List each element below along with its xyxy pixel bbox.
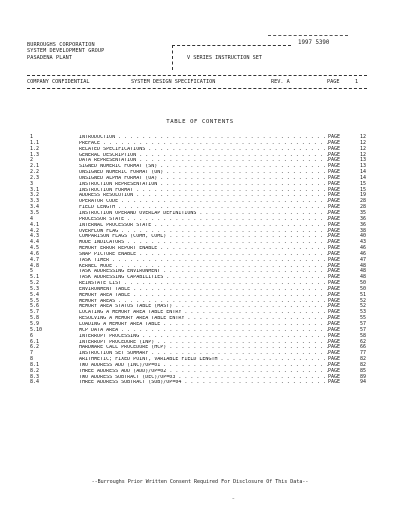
spec-label: SYSTEM DESIGN SPECIFICATION bbox=[131, 79, 216, 85]
toc-section-number: 8.4 bbox=[30, 379, 40, 386]
document-title: V SERIES INSTRUCTION SET bbox=[187, 55, 262, 61]
toc-section-title: SNAP PICTURE ENABLE . . . bbox=[79, 252, 329, 258]
org-line-company: BURROUGHS CORPORATION bbox=[27, 42, 95, 48]
toc-page-number: 55 bbox=[359, 315, 366, 322]
toc-page-word: PAGE bbox=[328, 379, 341, 386]
toc-page-word: PAGE bbox=[328, 274, 341, 281]
toc-section-title: PREFACE . . . bbox=[79, 141, 329, 147]
toc-page-number: 53 bbox=[359, 309, 366, 316]
toc-section-title: RESOLVING A MEMORY AREA TABLE ENTRY . . . bbox=[79, 316, 329, 322]
toc-page-word: PAGE bbox=[328, 361, 341, 368]
toc-section-number: 6.1 bbox=[30, 338, 40, 345]
toc-section-title: INTRODUCTION . . . bbox=[79, 135, 329, 141]
toc-section-title: ADDRESS RESOLUTION . . . bbox=[79, 193, 329, 199]
toc-page-number: 77 bbox=[359, 350, 366, 357]
toc-section-number: 2 bbox=[30, 157, 34, 164]
toc-page-number: 40 bbox=[359, 233, 366, 240]
toc-section-number: 4.1 bbox=[30, 221, 40, 228]
toc-page-word: PAGE bbox=[328, 209, 341, 216]
toc-page-number: 46 bbox=[359, 250, 366, 257]
toc-section-number: 3.1 bbox=[30, 186, 40, 193]
toc-section-number: 5.2 bbox=[30, 280, 40, 287]
toc-page-word: PAGE bbox=[328, 198, 341, 205]
toc-section-title: TWO ADDRESS ADD (INC)/OP=01 . . . bbox=[79, 363, 329, 369]
toc-section-title: UNSIGNED NUMERIC FORMAT (UN) . . . bbox=[79, 170, 329, 176]
toc-section-number: 5.6 bbox=[30, 303, 40, 310]
toc-section-number: 2.2 bbox=[30, 169, 40, 176]
toc-section-number: 5.7 bbox=[30, 309, 40, 316]
toc-section-number: 5.10 bbox=[30, 326, 43, 333]
org-line-group: SYSTEM DEVELOPMENT GROUP bbox=[27, 48, 105, 55]
toc-page-number: 66 bbox=[359, 344, 366, 351]
toc-section-title: FIELD LENGTH . . . bbox=[79, 205, 329, 211]
toc-section-title: TASK ADDRESSING CAPABILITIES . . . bbox=[79, 275, 329, 281]
toc-section-title: COMPARISON FLAGS (COMH, COML) . . . bbox=[79, 234, 329, 240]
toc-page-word: PAGE bbox=[328, 356, 341, 363]
organization-block bbox=[27, 42, 104, 61]
toc-section-number: 8.1 bbox=[30, 361, 40, 368]
toc-page-number: 12 bbox=[359, 145, 366, 152]
toc-page-word: PAGE bbox=[328, 268, 341, 275]
toc-page-number: 89 bbox=[359, 373, 366, 380]
disclosure-footer: --Burroughs Prior Written Consent Required For Disclosure Of This Data-- bbox=[91, 479, 309, 485]
toc-page-word: PAGE bbox=[328, 163, 341, 170]
toc-section-title: OPERATOR CODE . . . bbox=[79, 199, 329, 205]
toc-page-number: 14 bbox=[359, 174, 366, 181]
toc-section-title: MCP DATA AREA . . . bbox=[79, 328, 329, 334]
toc-page-word: PAGE bbox=[328, 285, 341, 292]
toc-page-word: PAGE bbox=[328, 139, 341, 146]
toc-section-title: LOCATING A MEMORY AREA TABLE ENTRY . . . bbox=[79, 310, 329, 316]
page-label: PAGE bbox=[327, 79, 340, 85]
toc-page-number: 12 bbox=[359, 134, 366, 140]
toc-page-number: 38 bbox=[359, 227, 366, 234]
toc-page-number: 43 bbox=[359, 239, 366, 246]
toc-section-title: INSTRUCTION FORMAT . . . bbox=[79, 188, 329, 194]
toc-section-number: 4 bbox=[30, 215, 34, 222]
toc-page-word: PAGE bbox=[328, 297, 341, 304]
toc-page-word: PAGE bbox=[328, 309, 341, 316]
toc-page-word: PAGE bbox=[328, 180, 341, 187]
toc-page-word: PAGE bbox=[328, 151, 341, 158]
toc-section-number: 4.4 bbox=[30, 239, 40, 246]
toc-section-number: 3.3 bbox=[30, 198, 40, 205]
toc-entry bbox=[30, 380, 370, 386]
toc-page-word: PAGE bbox=[328, 239, 341, 246]
toc-page-number: 47 bbox=[359, 256, 366, 263]
toc-section-title: KERNEL MODE . . . bbox=[79, 264, 329, 270]
toc-page-word: PAGE bbox=[328, 157, 341, 164]
toc-page-number: 85 bbox=[359, 367, 366, 374]
toc-section-number: 3.2 bbox=[30, 192, 40, 199]
toc-page-word: PAGE bbox=[328, 321, 341, 327]
toc-section-title: ARITHMETIC; FIXED POINT, VARIABLE FIELD LENGTH . . . bbox=[79, 357, 329, 363]
toc-section-title: ENVIRONMENT TABLE . . . bbox=[79, 287, 329, 293]
toc-page-number: 35 bbox=[359, 209, 366, 216]
toc-page-number: 13 bbox=[359, 157, 366, 164]
table-of-contents bbox=[30, 135, 370, 386]
document-title-box bbox=[172, 45, 291, 70]
toc-section-number: 8.3 bbox=[30, 373, 40, 380]
toc-section-title: GENERAL DESCRIPTION . . . bbox=[79, 153, 329, 159]
toc-section-number: 5.3 bbox=[30, 285, 40, 292]
toc-section-title: TASK TIMER . . . bbox=[79, 258, 329, 264]
toc-section-title: THREE ADDRESS SUBTRACT (SUB)/OP=04 . . . bbox=[79, 380, 329, 386]
toc-page-number: 12 bbox=[359, 139, 366, 146]
toc-page-word: PAGE bbox=[328, 215, 341, 222]
toc-page-number: 19 bbox=[359, 192, 366, 199]
toc-page-number: 52 bbox=[359, 303, 366, 310]
toc-page-word: PAGE bbox=[328, 303, 341, 310]
toc-section-number: 4.3 bbox=[30, 233, 40, 240]
toc-section-title: MEMORY AREA TABLE . . . bbox=[79, 293, 329, 299]
toc-section-title: INTERNAL PROCESSOR STATE . . . bbox=[79, 223, 329, 229]
toc-section-number: 1.2 bbox=[30, 145, 40, 152]
toc-page-number: 94 bbox=[359, 379, 366, 386]
toc-section-title: UNSIGNED ALPHA FORMAT (UA) . . . bbox=[79, 176, 329, 182]
toc-page-number: 82 bbox=[359, 361, 366, 368]
toc-page-number: 82 bbox=[359, 356, 366, 363]
toc-page-number: 50 bbox=[359, 285, 366, 292]
toc-section-title: REINSTATE LIST . . . bbox=[79, 281, 329, 287]
toc-heading: TABLE OF CONTENTS bbox=[166, 119, 234, 125]
toc-page-word: PAGE bbox=[328, 367, 341, 374]
toc-page-number: 28 bbox=[359, 198, 366, 205]
toc-page-word: PAGE bbox=[328, 280, 341, 287]
toc-page-number: 15 bbox=[359, 180, 366, 187]
toc-section-title: DATA REPRESENTATION . . . bbox=[79, 158, 329, 164]
toc-section-title: MEMORY ERROR REPORT ENABLE . . . bbox=[79, 246, 329, 252]
toc-section-title: RELATED SPECIFICATIONS . . . bbox=[79, 147, 329, 153]
toc-section-title: SIGNED NUMERIC FORMAT (SN) . . . bbox=[79, 164, 329, 170]
toc-page-number: 57 bbox=[359, 321, 366, 327]
toc-section-number: 6 bbox=[30, 332, 34, 339]
header-rule-lower bbox=[27, 88, 367, 89]
toc-page-word: PAGE bbox=[328, 350, 341, 357]
toc-section-number: 5.8 bbox=[30, 315, 40, 322]
toc-section-title: INTERRUPT PROCESSING . . . bbox=[79, 334, 329, 340]
toc-section-number: 7 bbox=[30, 350, 34, 357]
toc-page-word: PAGE bbox=[328, 221, 341, 228]
toc-page-word: PAGE bbox=[328, 373, 341, 380]
toc-section-title: OVERFLOW FLAG . . . bbox=[79, 229, 329, 235]
toc-page-number: 36 bbox=[359, 221, 366, 228]
toc-page-word: PAGE bbox=[328, 204, 341, 211]
toc-page-word: PAGE bbox=[328, 145, 341, 152]
toc-section-title: INSTRUCTION OPERAND OVERLAP DEFINITIONS . . . bbox=[79, 211, 329, 217]
toc-section-number: 1.1 bbox=[30, 139, 40, 146]
document-number: 1997 5390 bbox=[298, 40, 330, 46]
confidential-label: COMPANY CONFIDENTIAL bbox=[27, 79, 90, 85]
toc-page-word: PAGE bbox=[328, 134, 341, 140]
toc-page-number: 14 bbox=[359, 169, 366, 176]
toc-section-number: 1 bbox=[30, 134, 34, 140]
header-top-rule bbox=[268, 35, 348, 36]
toc-page-word: PAGE bbox=[328, 344, 341, 351]
toc-section-number: 1.3 bbox=[30, 151, 40, 158]
toc-page-word: PAGE bbox=[328, 169, 341, 176]
toc-section-number: 8 bbox=[30, 356, 34, 363]
toc-section-title: THREE ADDRESS ADD (ADD)/OP=02 . . . bbox=[79, 369, 329, 375]
toc-section-title: MODE INDICATORS . . . bbox=[79, 240, 329, 246]
toc-page-number: 62 bbox=[359, 338, 366, 345]
toc-section-number: 2.1 bbox=[30, 163, 40, 170]
toc-page-word: PAGE bbox=[328, 338, 341, 345]
toc-section-title: TWO ADDRESS SUBTRACT (DEC)/OP=03 . . . bbox=[79, 375, 329, 381]
toc-section-title: MEMORY AREAS . . . bbox=[79, 299, 329, 305]
org-line-plant: PASADENA PLANT bbox=[27, 54, 73, 61]
toc-page-number: 28 bbox=[359, 204, 366, 211]
scan-speck: ~ bbox=[232, 496, 235, 501]
toc-section-title: PROCESSOR STATE . . . bbox=[79, 217, 329, 223]
toc-page-number: 12 bbox=[359, 151, 366, 158]
toc-section-number: 3.4 bbox=[30, 204, 40, 211]
toc-page-number: 48 bbox=[359, 268, 366, 275]
toc-page-number: 51 bbox=[359, 291, 366, 298]
toc-section-number: 4.5 bbox=[30, 245, 40, 252]
toc-page-word: PAGE bbox=[328, 291, 341, 298]
toc-page-number: 57 bbox=[359, 326, 366, 333]
toc-page-word: PAGE bbox=[328, 245, 341, 252]
toc-section-number: 4.6 bbox=[30, 250, 40, 257]
toc-page-word: PAGE bbox=[328, 332, 341, 339]
toc-section-title: INSTRUCTION REPRESENTATION . . . bbox=[79, 182, 329, 188]
toc-page-number: 50 bbox=[359, 280, 366, 287]
toc-page-number: 48 bbox=[359, 274, 366, 281]
toc-section-title: HARDWARE CALL PROCEDURE (HCP) . . . bbox=[79, 345, 329, 351]
toc-section-number: 5.5 bbox=[30, 297, 40, 304]
toc-section-title: INTERRUPT PROCEDURE (INP) . . . bbox=[79, 340, 329, 346]
toc-page-word: PAGE bbox=[328, 233, 341, 240]
toc-section-number: 3 bbox=[30, 180, 34, 187]
toc-page-number: 52 bbox=[359, 297, 366, 304]
toc-section-number: 3.5 bbox=[30, 209, 40, 216]
toc-page-word: PAGE bbox=[328, 250, 341, 257]
toc-page-number: 36 bbox=[359, 215, 366, 222]
toc-page-word: PAGE bbox=[328, 186, 341, 193]
toc-page-number: 15 bbox=[359, 186, 366, 193]
toc-section-title: LOADING A MEMORY AREA TABLE . . . bbox=[79, 322, 329, 328]
toc-page-word: PAGE bbox=[328, 227, 341, 234]
header-rule-upper bbox=[27, 75, 367, 76]
toc-section-number: 8.2 bbox=[30, 367, 40, 374]
toc-page-number: 13 bbox=[359, 163, 366, 170]
toc-section-number: 4.7 bbox=[30, 256, 40, 263]
toc-section-number: 5 bbox=[30, 268, 34, 275]
toc-section-title: INSTRUCTION SET SUMMARY . . . bbox=[79, 351, 329, 357]
toc-section-number: 2.3 bbox=[30, 174, 40, 181]
toc-page-number: 58 bbox=[359, 332, 366, 339]
toc-page-word: PAGE bbox=[328, 262, 341, 269]
toc-section-number: 5.9 bbox=[30, 321, 40, 327]
page-number: 1 bbox=[355, 79, 359, 85]
toc-section-number: 5.4 bbox=[30, 291, 40, 298]
toc-page-word: PAGE bbox=[328, 315, 341, 322]
toc-page-word: PAGE bbox=[328, 174, 341, 181]
toc-section-number: 5.1 bbox=[30, 274, 40, 281]
toc-section-number: 4.8 bbox=[30, 262, 40, 269]
revision-label: REV. A bbox=[271, 79, 290, 85]
toc-page-number: 48 bbox=[359, 262, 366, 269]
toc-page-number: 46 bbox=[359, 245, 366, 252]
toc-section-title: MEMORY AREA STATUS TABLE (MAST) . . . bbox=[79, 304, 329, 310]
toc-section-title: TASK ADDRESSING ENVIRONMENT . . . bbox=[79, 269, 329, 275]
toc-page-word: PAGE bbox=[328, 256, 341, 263]
toc-section-number: 4.2 bbox=[30, 227, 40, 234]
toc-page-word: PAGE bbox=[328, 326, 341, 333]
toc-page-word: PAGE bbox=[328, 192, 341, 199]
toc-section-number: 6.2 bbox=[30, 344, 40, 351]
